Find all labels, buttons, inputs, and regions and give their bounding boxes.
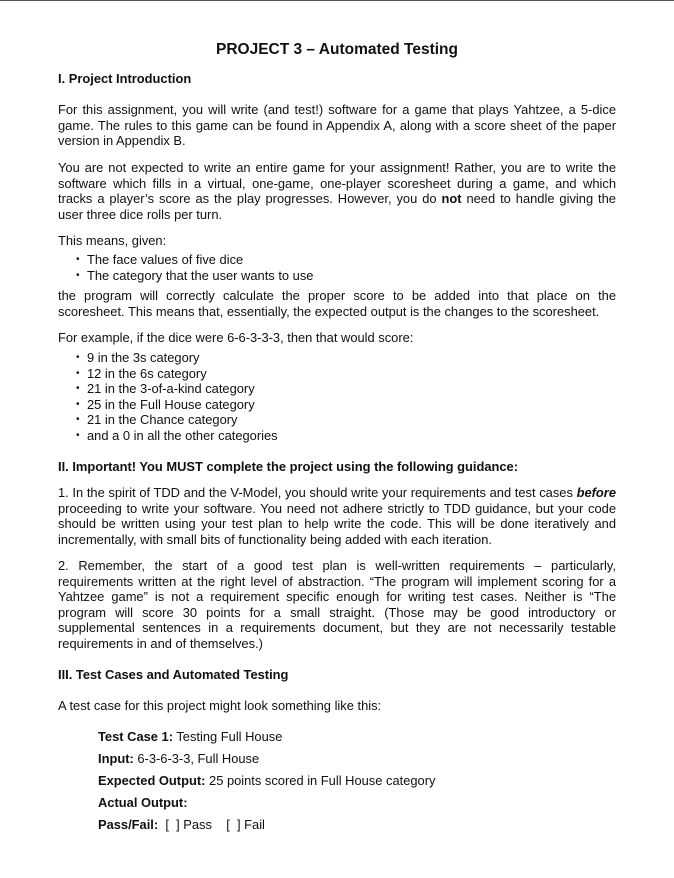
list-item: • The face values of five dice bbox=[76, 252, 313, 268]
section-2-paragraph-2: 2. Remember, the start of a good test plan is well-written requirements – particularly, requirements written at the right level of abstraction. “The program will implement scoring for a Yahtzee game” is not a requirement specific enough for writing test cases. Neither is “The program will score 30 points for a small straight. (Those may be good introductory or supplemental sentences in a requirements document, but they are not necessarily testable requirements in and of themselves.) bbox=[58, 558, 616, 651]
section-1-paragraph-3: This means, given: bbox=[58, 233, 167, 248]
section-1-paragraph-4: the program will correctly calculate the proper score to be added into that place on the scoresheet. This means that, essentially, the expected output is the changes to the scoresheet. bbox=[58, 288, 616, 319]
section-3-intro: A test case for this project might look something like this: bbox=[58, 698, 382, 713]
page-top-border bbox=[0, 0, 674, 1]
section-1-paragraph-2: You are not expected to write an entire game for your assignment! Rather, you are to write the software which fills in a virtual, one-game, one-player scoresheet during a game, and which tracks a player’s score as the play progresses. However, you do not need to handle giving the user three dice rolls per turn. bbox=[58, 160, 616, 222]
section-1-paragraph-1: For this assignment, you will write (and test!) software for a game that plays Yahtzee, a 5-dice game. The rules to this game can be found in Appendix A, along with a score sheet of the paper version in Appendix B. bbox=[58, 102, 616, 149]
emphasis-before: before bbox=[576, 485, 616, 500]
section-1-paragraph-5: For example, if the dice were 6-6-3-3-3, then that would score: bbox=[58, 330, 414, 345]
test-case-input-row: Input: 6-3-6-3-3, Full House bbox=[98, 751, 260, 766]
list-item: • and a 0 in all the other categories bbox=[76, 428, 278, 444]
test-case-actual-row: Actual Output: bbox=[98, 795, 188, 810]
list-item: • 12 in the 6s category bbox=[76, 366, 278, 382]
section-2-paragraph-1: 1. In the spirit of TDD and the V-Model, you should write your requirements and test cases before proceeding to write your software. You need not adhere strictly to TDD guidance, but your code should be written using your test plan to help write the code. This will be done iteratively and incrementally, with small bits of functionality being added with each iteration. bbox=[58, 485, 616, 547]
test-case-title-row: Test Case 1: Testing Full House bbox=[98, 729, 283, 744]
list-item: • The category that the user wants to use bbox=[76, 268, 313, 284]
section-1-heading: I. Project Introduction bbox=[58, 71, 192, 86]
example-list bbox=[76, 350, 278, 444]
list-item: • 9 in the 3s category bbox=[76, 350, 278, 366]
list-item: • 25 in the Full House category bbox=[76, 397, 278, 413]
section-2-heading: II. Important! You MUST complete the project using the following guidance: bbox=[58, 459, 519, 474]
section-3-heading: III. Test Cases and Automated Testing bbox=[58, 667, 289, 682]
test-case-expected-row: Expected Output: 25 points scored in Full House category bbox=[98, 773, 436, 788]
list-item: • 21 in the Chance category bbox=[76, 412, 278, 428]
test-case-passfail-row: Pass/Fail: [ ] Pass [ ] Fail bbox=[98, 817, 265, 832]
given-list bbox=[76, 252, 313, 283]
document-title: PROJECT 3 – Automated Testing bbox=[215, 41, 458, 58]
test-case-block bbox=[98, 729, 598, 839]
emphasis-not: not bbox=[441, 191, 462, 207]
list-item: • 21 in the 3-of-a-kind category bbox=[76, 381, 278, 397]
